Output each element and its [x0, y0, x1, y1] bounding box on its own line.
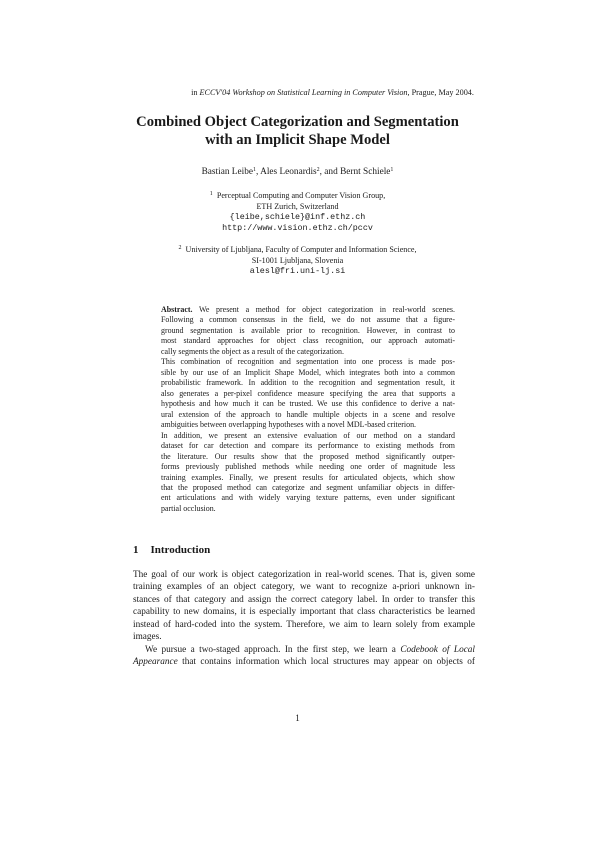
- abstract-line: We present a method for object categorization in real-world scenes.: [192, 305, 455, 314]
- emphasis: Appearance: [133, 657, 178, 668]
- affiliation-1-line1: Perceptual Computing and Computer Vision Group,: [216, 191, 386, 200]
- venue-suffix: , Prague, May 2004.: [407, 88, 474, 97]
- venue-prefix: in: [191, 88, 198, 97]
- abstract-line: In addition, we present an extensive evaluation of our method on a standard: [161, 430, 455, 440]
- abstract-line: partial occlusion.: [161, 503, 216, 513]
- author-3: Bernt Schiele: [340, 167, 391, 177]
- body-line: instead of hard-coded into the system. Therefore, we aim to learn solely from example: [133, 619, 475, 630]
- affiliation-2-line2: SI-1001 Ljubljana, Slovenia: [251, 256, 344, 265]
- affiliation-1-email: {leibe,schiele}@inf.ethz.ch: [229, 212, 366, 222]
- body-line: stances of that category and assign the correct category label. In order to transfer this: [133, 594, 475, 605]
- author-1-affil: 1: [252, 167, 256, 173]
- body-line: training examples of an object category, we want to recognize a-priori unknown in-: [133, 582, 475, 593]
- abstract-line: ambiguities between overlapping hypotheses with a novel MDL-based criterion.: [161, 420, 417, 430]
- affiliation-1-url: http://www.vision.ethz.ch/pccv: [222, 223, 373, 233]
- abstract-line: the literature. Our results show that the proposed method significantly outper-: [161, 451, 455, 461]
- abstract-line: This combination of recognition and segmentation into one process is made pos-: [161, 357, 455, 367]
- abstract-line: probabilistic framework. In addition to the recognition and segmentation result, it: [161, 378, 455, 388]
- affiliation-2-email: alesl@fri.uni-lj.si: [249, 266, 346, 276]
- abstract-line: training examples. Finally, we present results for articulated objects, which show: [161, 472, 455, 482]
- section-title: Introduction: [150, 544, 211, 556]
- author-separator: , and: [319, 167, 341, 177]
- author-1: Bastian Leibe: [201, 167, 253, 177]
- author-separator: ,: [255, 167, 261, 177]
- affiliation-1: [0, 189, 595, 234]
- abstract-line: most standard approaches for object class recognition, our approach automati-: [161, 336, 455, 346]
- affiliation-1-line2: ETH Zurich, Switzerland: [256, 202, 339, 211]
- emphasis: Codebook of Local: [400, 644, 475, 655]
- body-line: images.: [133, 632, 162, 643]
- abstract-line: ural extension of the approach to handle multiple objects in a scene and resolve: [161, 409, 455, 419]
- title-line-2: with an Implicit Shape Model: [205, 131, 390, 148]
- affiliation-2: [0, 243, 595, 277]
- abstract-line: cally segments the object as a result of the categorization.: [161, 346, 344, 356]
- abstract-line: Following a common consensus in the field, we do not assume that a figure-: [161, 315, 455, 325]
- section-heading: [133, 544, 210, 556]
- abstract-line: forms previously published methods while needing one order of magnitude less: [161, 462, 455, 472]
- body-text-span: We pursue a two-staged approach. In the first step, we learn a: [145, 644, 401, 655]
- abstract-line: hypothesis and how much it can be trusted. We use this confidence to derive a nat-: [161, 399, 455, 409]
- author-3-affil: 1: [390, 167, 394, 173]
- body-line: capability to new domains, it is especially important that class characteristics be learned: [133, 607, 475, 618]
- venue-name: ECCV'04 Workshop on Statistical Learning in Computer Vision: [199, 88, 408, 97]
- abstract: [161, 305, 455, 514]
- body-line: [133, 644, 475, 656]
- author-list: [0, 167, 595, 177]
- affiliation-2-marker: 2: [178, 245, 182, 251]
- abstract-line: ground segmentation is available prior to recognition. However, in contrast to: [161, 325, 455, 335]
- venue-line: [0, 88, 595, 97]
- body-line: The goal of our work is object categorization in real-world scenes. That is, given some: [133, 570, 475, 580]
- affiliation-2-line1: University of Ljubljana, Faculty of Computer and Information Science,: [185, 245, 417, 254]
- title-line-1: Combined Object Categorization and Segmentation: [136, 114, 459, 130]
- abstract-line: ent articulations and with widely varying texture patterns, even under significant: [161, 493, 455, 503]
- body-text-span: that contains information which local structures may appear on objects of: [177, 657, 475, 668]
- section-number: 1: [133, 544, 139, 556]
- abstract-line: sible by our use of an Implicit Shape Model, which integrates both into a common: [161, 367, 455, 377]
- abstract-line: that the proposed method can categorize and segment unfamiliar objects in differ-: [161, 482, 455, 492]
- abstract-paragraph-2: [161, 357, 455, 514]
- body-line: [133, 656, 475, 668]
- abstract-heading: Abstract.: [161, 305, 193, 314]
- abstract-line: dataset for car detection and compare its performance to existing methods from: [161, 441, 455, 451]
- affiliation-1-marker: 1: [209, 191, 213, 197]
- author-2-affil: 2: [316, 167, 320, 173]
- body-text: [133, 569, 475, 669]
- abstract-line: also generates a per-pixel confidence measure specifying the area that supports a: [161, 388, 455, 398]
- author-2: Ales Leonardis: [260, 167, 317, 177]
- abstract-paragraph-1: [161, 305, 455, 357]
- page-number: 1: [295, 713, 300, 723]
- paper-title: [0, 114, 595, 149]
